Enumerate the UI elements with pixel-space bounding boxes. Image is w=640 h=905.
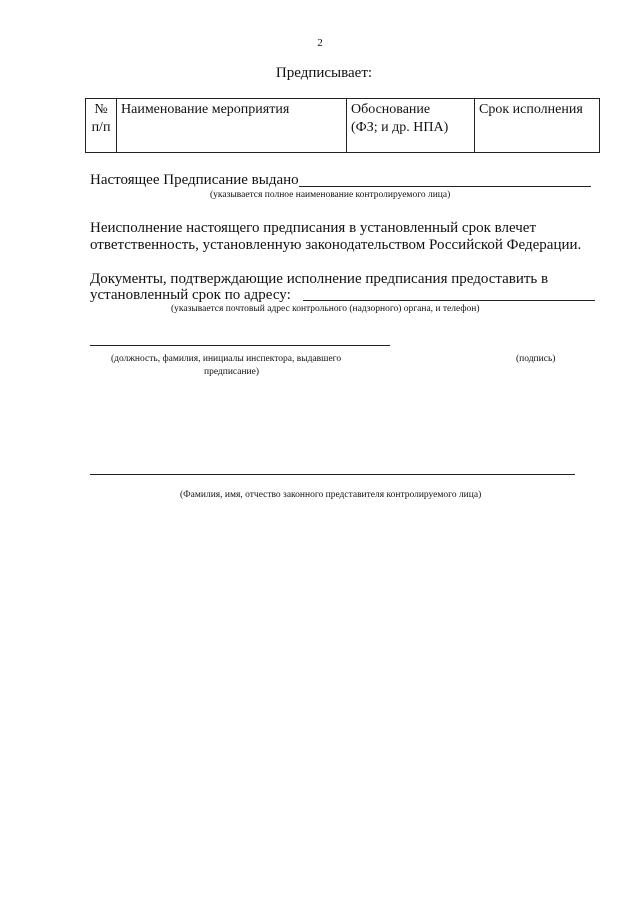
table-header-deadline <box>475 99 599 152</box>
table-header-deadline-label: Срок исполнения <box>479 102 583 117</box>
table-header-measure <box>117 99 347 152</box>
documents-line-1: Документы, подтверждающие исполнение предписания предоставить в <box>90 271 549 287</box>
warning-line-2: ответственность, установленную законодательством Российской Федерации. <box>90 237 582 253</box>
documents-caption: (указывается почтовый адрес контрольного (надзорного) органа, и телефон) <box>171 304 480 314</box>
table-header-measure-label: Наименование мероприятия <box>121 102 290 117</box>
issued-caption: (указывается полное наименование контролируемого лица) <box>210 190 451 200</box>
table-header-basis-line1: Обоснование <box>351 102 431 117</box>
inspector-caption-line-1: (должность, фамилия, инициалы инспектора, выдавшего <box>111 354 342 364</box>
documents-line-2: установленный срок по адресу: <box>90 287 291 303</box>
address-blank-line[interactable] <box>303 300 595 301</box>
warning-line-1: Неисполнение настоящего предписания в установленный срок влечет <box>90 220 537 236</box>
measures-table <box>85 98 600 153</box>
table-header-basis-line2: (ФЗ; и др. НПА) <box>351 120 449 135</box>
representative-blank-line[interactable] <box>90 474 575 475</box>
inspector-caption-line-2: предписание) <box>204 367 260 377</box>
inspector-blank-line[interactable] <box>90 345 390 346</box>
table-header-basis <box>347 99 475 152</box>
table-header-number-line1: № <box>94 102 108 117</box>
signature-caption: (подпись) <box>516 354 556 364</box>
page-number: 2 <box>317 37 323 49</box>
issued-blank-line[interactable] <box>299 186 591 187</box>
representative-caption: (Фамилия, имя, отчество законного представителя контролируемого лица) <box>180 490 482 500</box>
issued-label: Настоящее Предписание выдано <box>90 172 299 188</box>
document-heading: Предписывает: <box>275 65 373 81</box>
table-header-number <box>86 99 117 152</box>
table-header-number-line2: п/п <box>91 120 111 135</box>
